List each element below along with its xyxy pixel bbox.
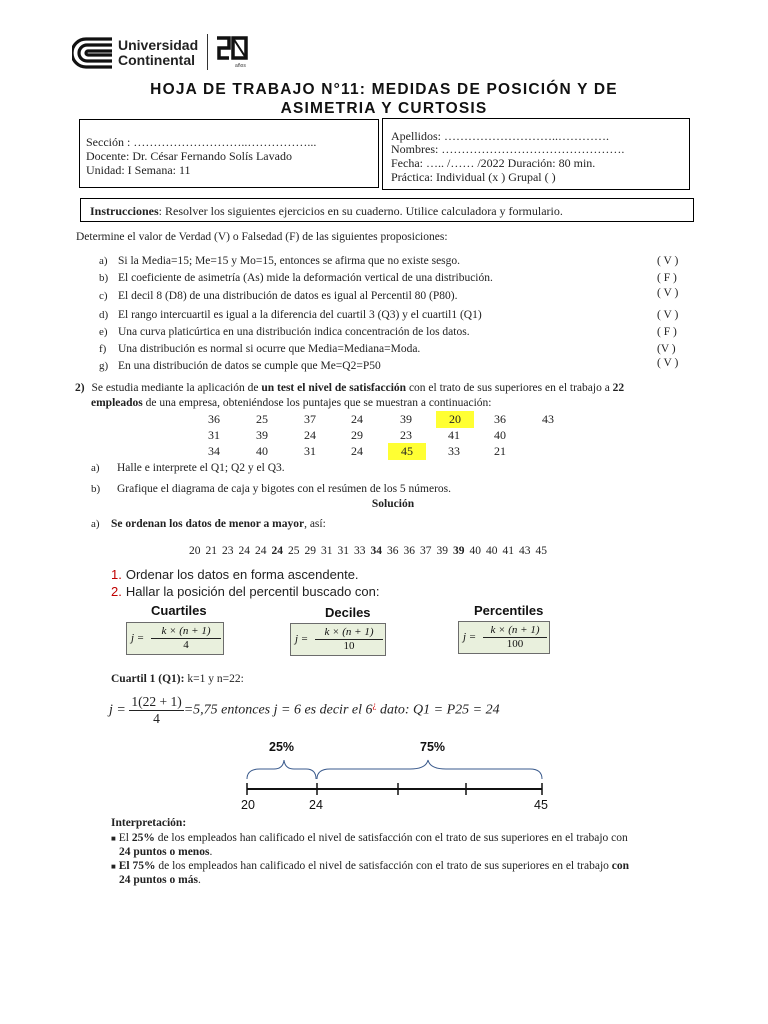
problem2-text-c: con el trato de sus superiores en el trabajo a <box>406 382 613 394</box>
step-text: Ordenar los datos en forma ascendente. <box>125 567 359 582</box>
formula-title: Cuartiles <box>151 603 207 618</box>
data-cell: 40 <box>256 444 268 458</box>
tf-item-answer: ( V ) <box>657 357 679 369</box>
instructions-body: : Resolver los siguientes ejercicios en su cuaderno. Utilice calculadora y formulario. <box>158 204 563 218</box>
bullet2-a: El 75% <box>118 860 156 872</box>
data-cell: 25 <box>256 412 268 426</box>
problem2-text-a: Se estudia mediante la aplicación de <box>91 382 262 394</box>
formula-numerator: k × (n + 1) <box>151 625 221 639</box>
sorted-value: 24 <box>238 545 250 557</box>
step-number: 2. <box>111 584 122 599</box>
percentile-number-line <box>240 755 550 800</box>
formula-title: Percentiles <box>474 603 544 618</box>
sorted-value: 20 <box>189 545 201 557</box>
q1-label: Cuartil 1 (Q1): <box>111 673 185 685</box>
formula-denominator: 100 <box>506 638 524 650</box>
tf-item-letter: g) <box>99 360 109 372</box>
sorted-value: 36 <box>403 545 415 557</box>
section-field: Sección : ………………………..……………... <box>86 135 317 149</box>
tf-item-answer: ( F ) <box>657 326 677 338</box>
step-a-letter: a) <box>91 518 100 530</box>
problem2-statement <box>75 381 695 396</box>
data-cell: 39 <box>400 412 412 426</box>
procedure-step <box>111 584 380 599</box>
university-name <box>118 38 198 68</box>
tf-item-letter: e) <box>99 326 108 338</box>
bullet2-b: de los empleados han calificado el nivel de satisfacción con el trato de sus superiores en el trabajo <box>155 860 612 872</box>
brace-75 <box>317 760 542 779</box>
tf-item-text: Una distribución es normal si ocurre que Media=Mediana=Moda. <box>118 343 421 355</box>
tf-item-letter: b) <box>99 272 109 284</box>
tf-item-answer: ( F ) <box>657 272 677 284</box>
interpretation-bullet-2-line2 <box>119 873 201 887</box>
sorted-value: 24 <box>255 545 267 557</box>
formula-numerator: k × (n + 1) <box>315 626 383 640</box>
pct-75-label: 75% <box>420 740 446 754</box>
formula-denominator: 4 <box>183 639 189 651</box>
sorted-value: 31 <box>321 545 333 557</box>
instructions-label: Instrucciones <box>90 204 159 218</box>
data-cell: 23 <box>400 428 412 442</box>
bullet2-d: 24 puntos o más <box>119 874 198 886</box>
formula-fraction <box>483 624 547 651</box>
q1-eq-numerator: 1(22 + 1) <box>131 694 182 709</box>
q1-eq-end: dato: Q1 = P25 = 24 <box>376 702 500 718</box>
sorted-value: 39 <box>453 545 465 557</box>
anniversary-20-icon <box>215 34 249 66</box>
tf-item-text: Si la Media=15; Me=15 y Mo=15, entonces se afirma que no existe sesgo. <box>118 255 461 267</box>
tf-item-answer: (V ) <box>657 343 676 355</box>
data-cell: 21 <box>494 444 506 458</box>
student-info-right-box <box>382 118 690 190</box>
data-cell: 24 <box>351 444 363 458</box>
data-cell: 31 <box>304 444 316 458</box>
formula-fraction <box>151 625 221 652</box>
student-info-left-box <box>79 119 379 188</box>
tf-item-text: El decil 8 (D8) de una distribución de datos es igual al Percentil 80 (P80). <box>118 290 458 302</box>
formula-box <box>126 622 224 655</box>
anniversary-logo: años <box>215 34 249 71</box>
tf-item <box>99 308 689 322</box>
tf-item-text: El coeficiente de asimetría (As) mide la deformación vertical de una distribución. <box>118 272 493 284</box>
tf-item-answer: ( V ) <box>657 309 679 321</box>
step-a-rest: , así: <box>304 518 326 530</box>
tf-item-text: Una curva platicúrtica en una distribución indica concentración de los datos. <box>118 326 470 338</box>
sorted-value: 34 <box>370 545 382 557</box>
tf-item <box>99 342 689 356</box>
problem2-number: 2) <box>75 382 85 394</box>
data-cell: 37 <box>304 412 316 426</box>
q1-heading <box>111 672 244 686</box>
data-cell: 45 <box>388 443 426 460</box>
bullet1-b: 25% <box>131 832 155 844</box>
bullet2-e: . <box>197 874 201 886</box>
sorted-value: 41 <box>502 545 514 557</box>
tf-item-letter: f) <box>99 343 107 355</box>
teacher-field: Docente: Dr. César Fernando Solís Lavado <box>86 149 292 163</box>
q1-params: k=1 y n=22: <box>184 673 244 685</box>
task-b-letter: b) <box>91 483 101 495</box>
data-cell: 41 <box>448 428 460 442</box>
formula-lhs: j = <box>131 632 145 644</box>
task-a-text: Halle e interprete el Q1; Q2 y el Q3. <box>117 462 285 474</box>
problem2-text-b: un test el nivel de satisfacción <box>261 382 407 394</box>
sorted-value: 37 <box>420 545 432 557</box>
data-cell: 29 <box>351 428 363 442</box>
sorted-value: 33 <box>354 545 366 557</box>
bullet-icon: ■ <box>111 862 116 871</box>
tf-item-text: En una distribución de datos se cumple que Me=Q2=P50 <box>118 360 381 372</box>
tf-item <box>99 325 689 339</box>
page-title-line2: ASIMETRIA Y CURTOSIS <box>280 100 488 117</box>
axis-label-min: 20 <box>241 798 255 812</box>
data-cell: 20 <box>436 411 474 428</box>
tf-item-answer: ( V ) <box>657 255 679 267</box>
sorted-value: 36 <box>387 545 399 557</box>
sorted-value: 29 <box>304 545 316 557</box>
tf-item-answer: ( V ) <box>657 287 679 299</box>
names-field: Nombres: ………………………………………. <box>391 142 625 156</box>
sorted-data-line <box>189 545 552 557</box>
tf-item-letter: c) <box>99 290 108 302</box>
problem2-text-f: de una empresa, obteniéndose los puntajes que se muestran a continuación: <box>142 397 492 409</box>
section1-prompt: Determine el valor de Verdad (V) o Falsedad (F) de las siguientes proposiciones: <box>76 231 448 243</box>
tf-item <box>99 289 689 303</box>
sorted-value: 40 <box>469 545 481 557</box>
formula-title: Deciles <box>325 605 371 620</box>
tf-item-text: El rango intercuartil es igual a la diferencia del cuartil 3 (Q3) y el cuartil1 (Q1) <box>118 309 482 321</box>
tf-item <box>99 254 689 268</box>
bullet1-a: El <box>118 832 132 844</box>
q1-eq-lhs: j = <box>109 702 126 718</box>
interpretation-bullet-1 <box>111 831 701 846</box>
data-cell: 33 <box>448 444 460 458</box>
bullet1-e: . <box>209 846 213 858</box>
sorted-value: 39 <box>436 545 448 557</box>
bullet1-c: de los empleados han calificado el nivel de satisfacción con el trato de sus superiores en el trabajo con <box>154 832 628 844</box>
formula-lhs: j = <box>463 631 477 643</box>
tf-item-letter: d) <box>99 309 109 321</box>
tf-item <box>99 359 689 373</box>
data-cell: 36 <box>208 412 220 426</box>
data-cell: 40 <box>494 428 506 442</box>
pct-25-label: 25% <box>269 740 295 754</box>
formula-box <box>290 623 386 656</box>
sorted-value: 40 <box>486 545 498 557</box>
sorted-value: 21 <box>205 545 217 557</box>
interpretation-bullet-1-line2 <box>119 845 212 859</box>
data-cell: 43 <box>542 412 554 426</box>
sorted-value: 45 <box>535 545 547 557</box>
instructions-text <box>90 204 563 218</box>
task-b-text: Grafique el diagrama de caja y bigotes con el resúmen de los 5 números. <box>117 483 452 495</box>
interpretation-bullet-2 <box>111 859 711 874</box>
formula-denominator: 10 <box>343 640 355 652</box>
task-a-letter: a) <box>91 462 100 474</box>
unit-field: Unidad: I Semana: 11 <box>86 163 191 177</box>
formula-lhs: j = <box>295 633 309 645</box>
practice-field: Práctica: Individual (x ) Grupal ( ) <box>391 170 556 184</box>
tf-item-letter: a) <box>99 255 108 267</box>
problem2-text-e: empleados <box>91 397 143 409</box>
formula-fraction <box>315 626 383 653</box>
page-title-line1: HOJA DE TRABAJO N°11: MEDIDAS DE POSICIÓN Y DE <box>150 81 618 98</box>
q1-eq-rest: =5,75 entonces j = 6 es decir el 6 <box>183 702 373 718</box>
date-field: Fecha: ….. /…… /2022 Duración: 80 min. <box>391 156 596 170</box>
sorted-value: 43 <box>519 545 531 557</box>
procedure-step <box>111 567 359 582</box>
problem2-text-d: 22 <box>612 382 625 394</box>
sorted-value: 25 <box>288 545 300 557</box>
data-cell: 24 <box>351 412 363 426</box>
bullet2-c: con <box>611 860 630 872</box>
axis-label-q1: 24 <box>309 798 323 812</box>
q1-eq-superscript: ¿ <box>372 700 377 711</box>
data-cell: 39 <box>256 428 268 442</box>
bullet-icon: ■ <box>111 834 116 843</box>
data-cell: 36 <box>494 412 506 426</box>
task-a <box>91 461 285 475</box>
bullet1-d: 24 puntos o menos <box>119 846 210 858</box>
university-name-line1: Universidad <box>118 37 199 53</box>
formula-box <box>458 621 550 654</box>
formula-numerator: k × (n + 1) <box>483 624 547 638</box>
problem2-statement-line2 <box>91 396 491 410</box>
solution-heading: Solución <box>371 498 415 510</box>
step-text: Hallar la posición del percentil buscado con: <box>125 584 380 599</box>
step-a-bold: Se ordenan los datos de menor a mayor <box>111 518 305 530</box>
logo-divider <box>207 34 208 70</box>
sorted-value: 24 <box>271 545 283 557</box>
data-cell: 34 <box>208 444 220 458</box>
surnames-field: Apellidos: ………………………..…………. <box>391 129 609 143</box>
interpretation-heading: Interpretación: <box>111 817 187 829</box>
tf-item <box>99 271 689 285</box>
q1-eq-denominator: 4 <box>153 711 160 726</box>
q1-equation <box>109 694 500 727</box>
q1-eq-fraction <box>129 694 183 727</box>
task-b <box>91 482 452 496</box>
axis-label-max: 45 <box>534 798 548 812</box>
instructions-box <box>80 198 694 222</box>
data-cell: 31 <box>208 428 220 442</box>
sorted-value: 23 <box>222 545 234 557</box>
brace-25 <box>247 760 316 779</box>
sorted-value: 31 <box>337 545 349 557</box>
solution-step-a <box>91 517 326 531</box>
continental-logo-icon <box>72 33 116 73</box>
university-name-line2: Continental <box>118 52 195 68</box>
step-number: 1. <box>111 567 122 582</box>
data-cell: 24 <box>304 428 316 442</box>
